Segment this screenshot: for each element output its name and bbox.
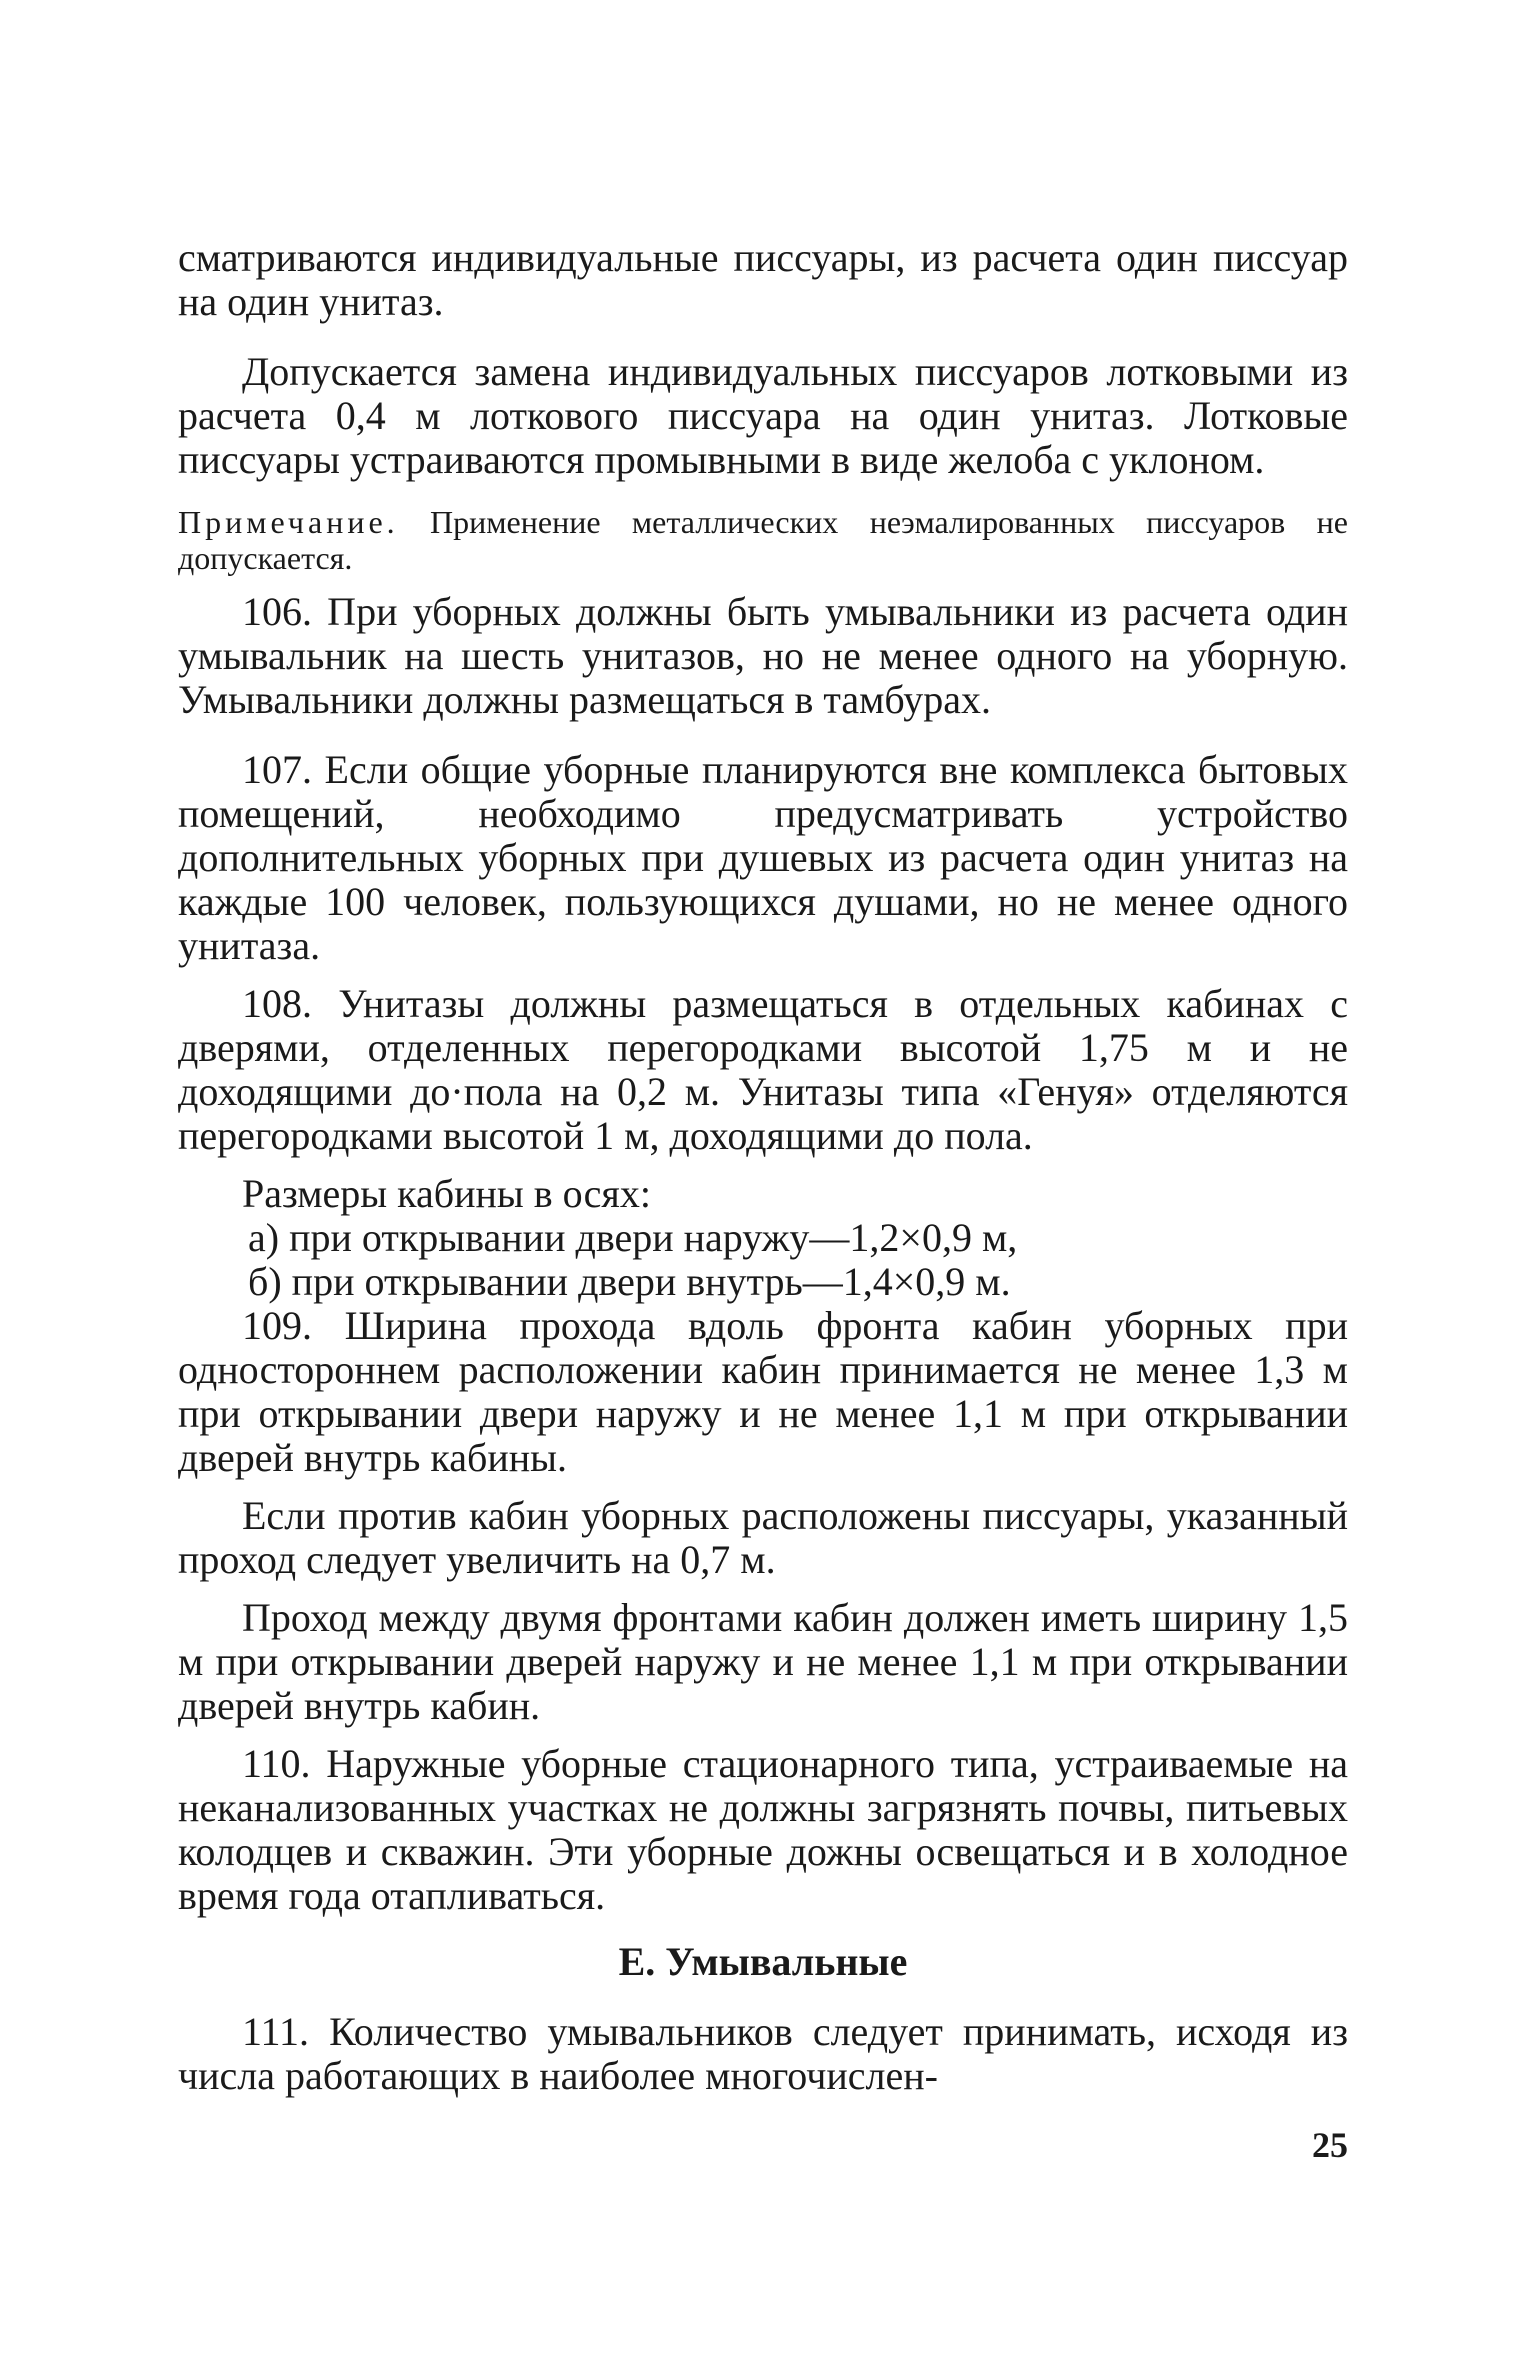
cabin-sizes — [178, 1172, 1348, 1304]
paragraph-107: 107. Если общие уборные планируются вне комплекса бытовых помещений, необходимо предусматривать устройство дополнительных уборных при душевых из расчета один унитаз на каждые 100 человек, пользующихся душами, но не менее одного унитаза. — [178, 747, 1348, 968]
paragraph-106: 106. При уборных должны быть умывальники из расчета один умывальник на шесть унитазов, но не менее одного на уборную. Умывальники должны размещаться в тамбурах. — [178, 589, 1348, 722]
paragraph-replacement: Допускается замена индивидуальных писсуаров лотковыми из расчета 0,4 м лоткового писсуара на один унитаз. Лотковые писсуары устраиваются промывными в виде желоба с уклоном. — [178, 349, 1348, 482]
paragraph-109-pissoirs: Если против кабин уборных расположены писсуары, указанный проход следует увеличить на 0,7 м. — [178, 1493, 1348, 1582]
cabin-size-a: а) при открывании двери наружу—1,2×0,9 м, — [248, 1215, 1018, 1260]
cabin-sizes-intro: Размеры кабины в осях: — [242, 1171, 651, 1216]
paragraph-111: 111. Количество умывальников следует принимать, исходя из числа работающих в наиболее многочислен- — [178, 2009, 1348, 2098]
section-heading: Е. Умывальные — [618, 1939, 908, 1984]
page-number: 25 — [1312, 2125, 1348, 2165]
paragraph-109-two-fronts: Проход между двумя фронтами кабин должен иметь ширину 1,5 м при открывании дверей наружу и не менее 1,1 м при открывании дверей внутрь кабин. — [178, 1595, 1348, 1728]
paragraph-110: 110. Наружные уборные стационарного типа, устраиваемые на неканализованных участках не должны загрязнять почвы, питьевых колодцев и скважин. Эти уборные дожны освещаться и в холодное время года отапливаться. — [178, 1741, 1348, 1918]
paragraph-108: 108. Унитазы должны размещаться в отдельных кабинах с дверями, отделенных перегородками высотой 1,75 м и не доходящими до·пола на 0,2 м. Унитазы типа «Генуя» отделяются перегородками высотой 1 м, доходящими до пола. — [178, 981, 1348, 1158]
cabin-size-b: б) при открывании двери внутрь—1,4×0,9 м. — [248, 1259, 1011, 1304]
paragraph-continuation: сматриваются индивидуальные писсуары, из расчета один писсуар на один унитаз. — [178, 235, 1348, 324]
paragraph-109: 109. Ширина прохода вдоль фронта кабин уборных при одностороннем расположении кабин принимается не менее 1,3 м при открывании двери наружу и не менее 1,1 м при открывании дверей внутрь кабины. — [178, 1303, 1348, 1480]
note — [178, 504, 1348, 576]
note-text: Применение металлических неэмалированных писсуаров не допускается. — [178, 504, 1348, 576]
text-column — [178, 236, 1348, 2098]
note-label: Примечание. — [178, 504, 399, 540]
